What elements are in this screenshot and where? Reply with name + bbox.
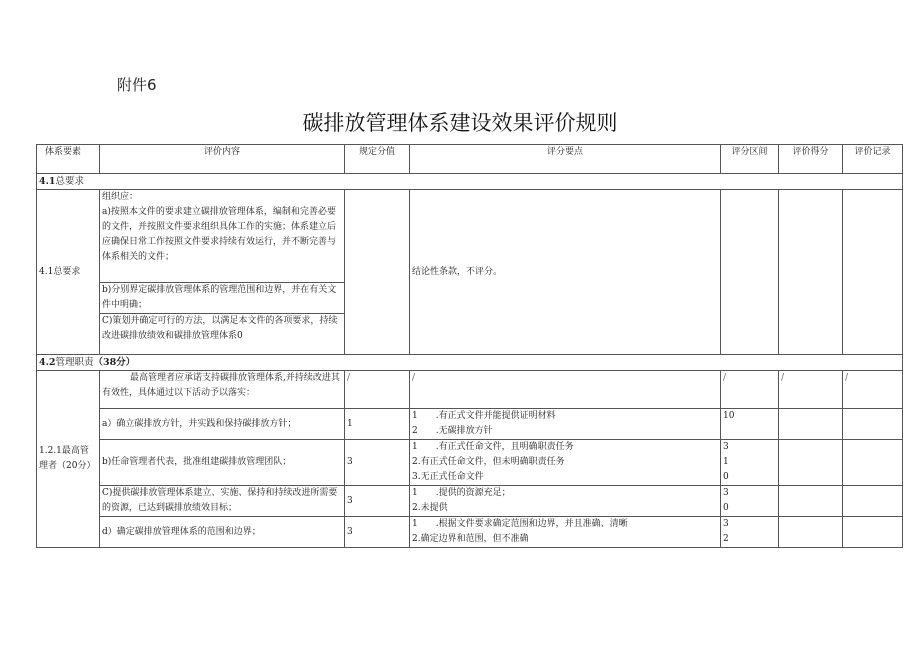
score-cell bbox=[345, 190, 410, 355]
content-cell: C)策划并确定可行的方法，以满足本文件的各项要求，持续改进碳排放绩效和碳排放管理体系0 bbox=[100, 314, 345, 355]
section-heading-4-1: 4.1总要求 bbox=[37, 174, 903, 190]
header-record: 评价记录 bbox=[843, 145, 903, 174]
evaluation-table bbox=[36, 144, 903, 548]
section-heading-row bbox=[37, 174, 903, 190]
score-cell: 3 bbox=[345, 517, 410, 548]
range-cell: 3 2 bbox=[721, 517, 779, 548]
content-cell: d）确定碳排放管理体系的范围和边界； bbox=[100, 517, 345, 548]
table-row bbox=[37, 409, 903, 440]
table-header-row bbox=[37, 145, 903, 174]
score-cell: / bbox=[345, 371, 410, 409]
got-cell bbox=[779, 440, 843, 486]
header-points: 评分要点 bbox=[410, 145, 721, 174]
range-cell: 3 1 0 bbox=[721, 440, 779, 486]
score-cell: 3 bbox=[345, 440, 410, 486]
points-cell: 1 .有正式文件并能提供证明材料 2 .无碳排放方针 bbox=[410, 409, 721, 440]
record-cell bbox=[843, 486, 903, 517]
header-content: 评价内容 bbox=[100, 145, 345, 174]
content-cell: b)分别界定碳排放管理体系的管理范围和边界，并在有关文件中明确； bbox=[100, 283, 345, 314]
table-row bbox=[37, 440, 903, 486]
points-cell: 1 .根据文件要求确定范围和边界，并且准确、清晰 2.确定边界和范围，但不准确 bbox=[410, 517, 721, 548]
content-cell: b)任命管理者代表，批准组建碳排放管理团队； bbox=[100, 440, 345, 486]
attachment-label: 附件6 bbox=[117, 76, 157, 94]
content-cell: a）确立碳排放方针，并实践和保持碳排放方针； bbox=[100, 409, 345, 440]
points-cell: 1 .提供的资源充足； 2.未提供 bbox=[410, 486, 721, 517]
table-row bbox=[37, 517, 903, 548]
got-cell bbox=[779, 486, 843, 517]
score-cell: 1 bbox=[345, 409, 410, 440]
element-cell: 1.2.1最高管理者（20分） bbox=[37, 371, 100, 548]
header-got: 评价得分 bbox=[779, 145, 843, 174]
got-cell: / bbox=[779, 371, 843, 409]
got-cell bbox=[779, 190, 843, 355]
document-title: 碳排放管理体系建设效果评价规则 bbox=[302, 111, 618, 135]
table-row bbox=[37, 190, 903, 283]
points-cell: 结论性条款，不评分。 bbox=[410, 190, 721, 355]
content-cell: C)提供碳排放管理体系建立、实施、保持和持续改进所需要的资源，已达到碳排放绩效目标； bbox=[100, 486, 345, 517]
section-heading-4-2: 4.2管理职责（38分） bbox=[37, 355, 903, 371]
header-score: 规定分值 bbox=[345, 145, 410, 174]
got-cell bbox=[779, 409, 843, 440]
score-cell: 3 bbox=[345, 486, 410, 517]
got-cell bbox=[779, 517, 843, 548]
content-cell: 组织应： a)按照本文件的要求建立碳排放管理体系，编制和完善必要的文件，并按照文件要求组织具体工作的实施；体系建立后应确保日常工作按照文件要求持续有效运行，并不断完善与体系相关的文件； bbox=[100, 190, 345, 283]
section-heading-row bbox=[37, 355, 903, 371]
range-cell bbox=[721, 190, 779, 355]
record-cell bbox=[843, 190, 903, 355]
points-cell: / bbox=[410, 371, 721, 409]
record-cell bbox=[843, 440, 903, 486]
points-cell: 1 .有正式任命文件，且明确职责任务 2.有正式任命文件，但未明确职责任务 3.无正式任命文件 bbox=[410, 440, 721, 486]
record-cell bbox=[843, 409, 903, 440]
table-row bbox=[37, 371, 903, 409]
header-range: 评分区间 bbox=[721, 145, 779, 174]
content-cell: 最高管理者应承诺支持碳排放管理体系,并持续改进其有效性，具体通过以下活动予以落实： bbox=[100, 371, 345, 409]
range-cell: 3 0 bbox=[721, 486, 779, 517]
element-cell: 4.1总要求 bbox=[37, 190, 100, 355]
table-row bbox=[37, 486, 903, 517]
record-cell bbox=[843, 517, 903, 548]
header-element: 体系要素 bbox=[37, 145, 100, 174]
range-cell: / bbox=[721, 371, 779, 409]
record-cell: / bbox=[843, 371, 903, 409]
range-cell: 10 bbox=[721, 409, 779, 440]
